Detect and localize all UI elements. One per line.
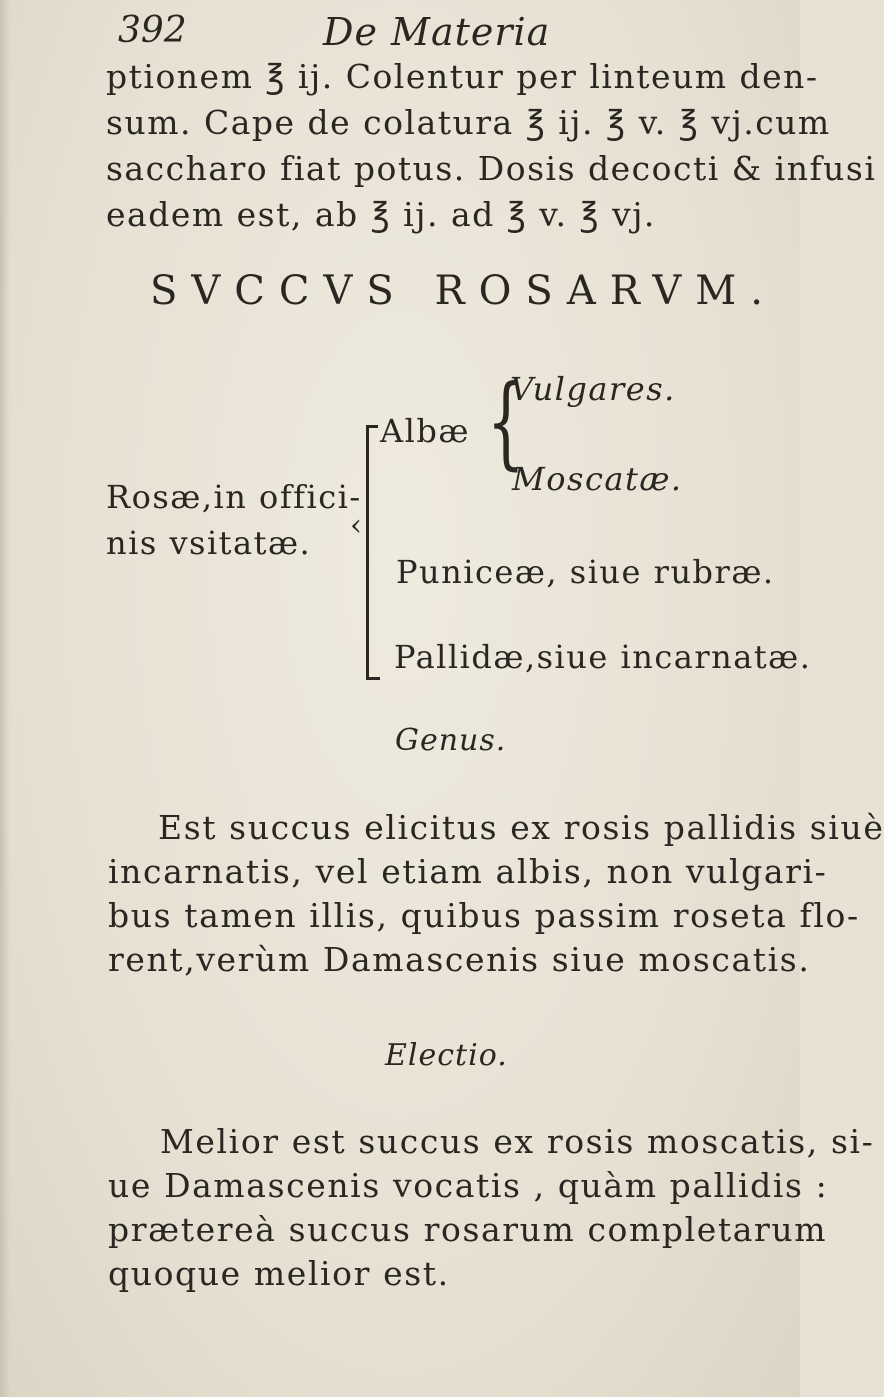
page-edge-shadow xyxy=(0,0,10,1397)
genus-paragraph xyxy=(108,806,884,982)
text-line: prætereà succus rosarum completarum xyxy=(108,1210,828,1249)
electio-paragraph xyxy=(108,1120,874,1296)
running-header xyxy=(118,10,551,54)
section-heading: SVCCVS ROSARVM. xyxy=(150,268,777,314)
main-brace-bottom-hook xyxy=(366,677,380,680)
text-line: Est succus elicitus ex rosis pallidis siuè xyxy=(158,808,884,847)
text-line: ue Damascenis vocatis , quàm pallidis : xyxy=(108,1166,829,1205)
main-brace-point: ‹ xyxy=(350,508,362,543)
main-brace-bar xyxy=(366,425,369,680)
main-brace-top-hook xyxy=(366,425,378,428)
text-line: ptionem ℥ ij. Colentur per linteum den- xyxy=(106,57,819,96)
branch-puniceae: Puniceæ, siue rubræ. xyxy=(396,553,775,591)
text-line: eadem est, ab ℥ ij. ad ℥ v. ℥ vj. xyxy=(106,195,656,234)
text-line: saccharo fiat potus. Dosis decocti & infusi xyxy=(106,149,877,188)
branch-albae: Albæ xyxy=(380,412,470,450)
text-line: incarnatis, vel etiam albis, non vulgari- xyxy=(108,852,828,891)
genus-heading: Genus. xyxy=(395,723,507,758)
root-label-line1: Rosæ,in offici- xyxy=(106,478,362,516)
text-line: sum. Cape de colatura ℥ ij. ℥ v. ℥ vj.cum xyxy=(106,103,831,142)
text-line: bus tamen illis, quibus passim roseta flo- xyxy=(108,896,860,935)
branch-pallidae: Pallidæ,siue incarnatæ. xyxy=(394,638,812,676)
text-line: quoque melior est. xyxy=(108,1254,450,1293)
sub-brace: { xyxy=(486,363,525,480)
root-label-line2: nis vsitatæ. xyxy=(106,524,312,562)
electio-heading: Electio. xyxy=(385,1038,508,1073)
text-line: Melior est succus ex rosis moscatis, si- xyxy=(160,1122,875,1161)
text-line: rent,verùm Damascenis siue moscatis. xyxy=(108,940,811,979)
page-number: 392 xyxy=(118,10,187,51)
sub-moscatae: Moscatæ. xyxy=(512,460,683,498)
sub-vulgares: Vulgares. xyxy=(510,370,676,408)
running-title: De Materia xyxy=(323,10,551,54)
opening-text xyxy=(106,54,876,238)
